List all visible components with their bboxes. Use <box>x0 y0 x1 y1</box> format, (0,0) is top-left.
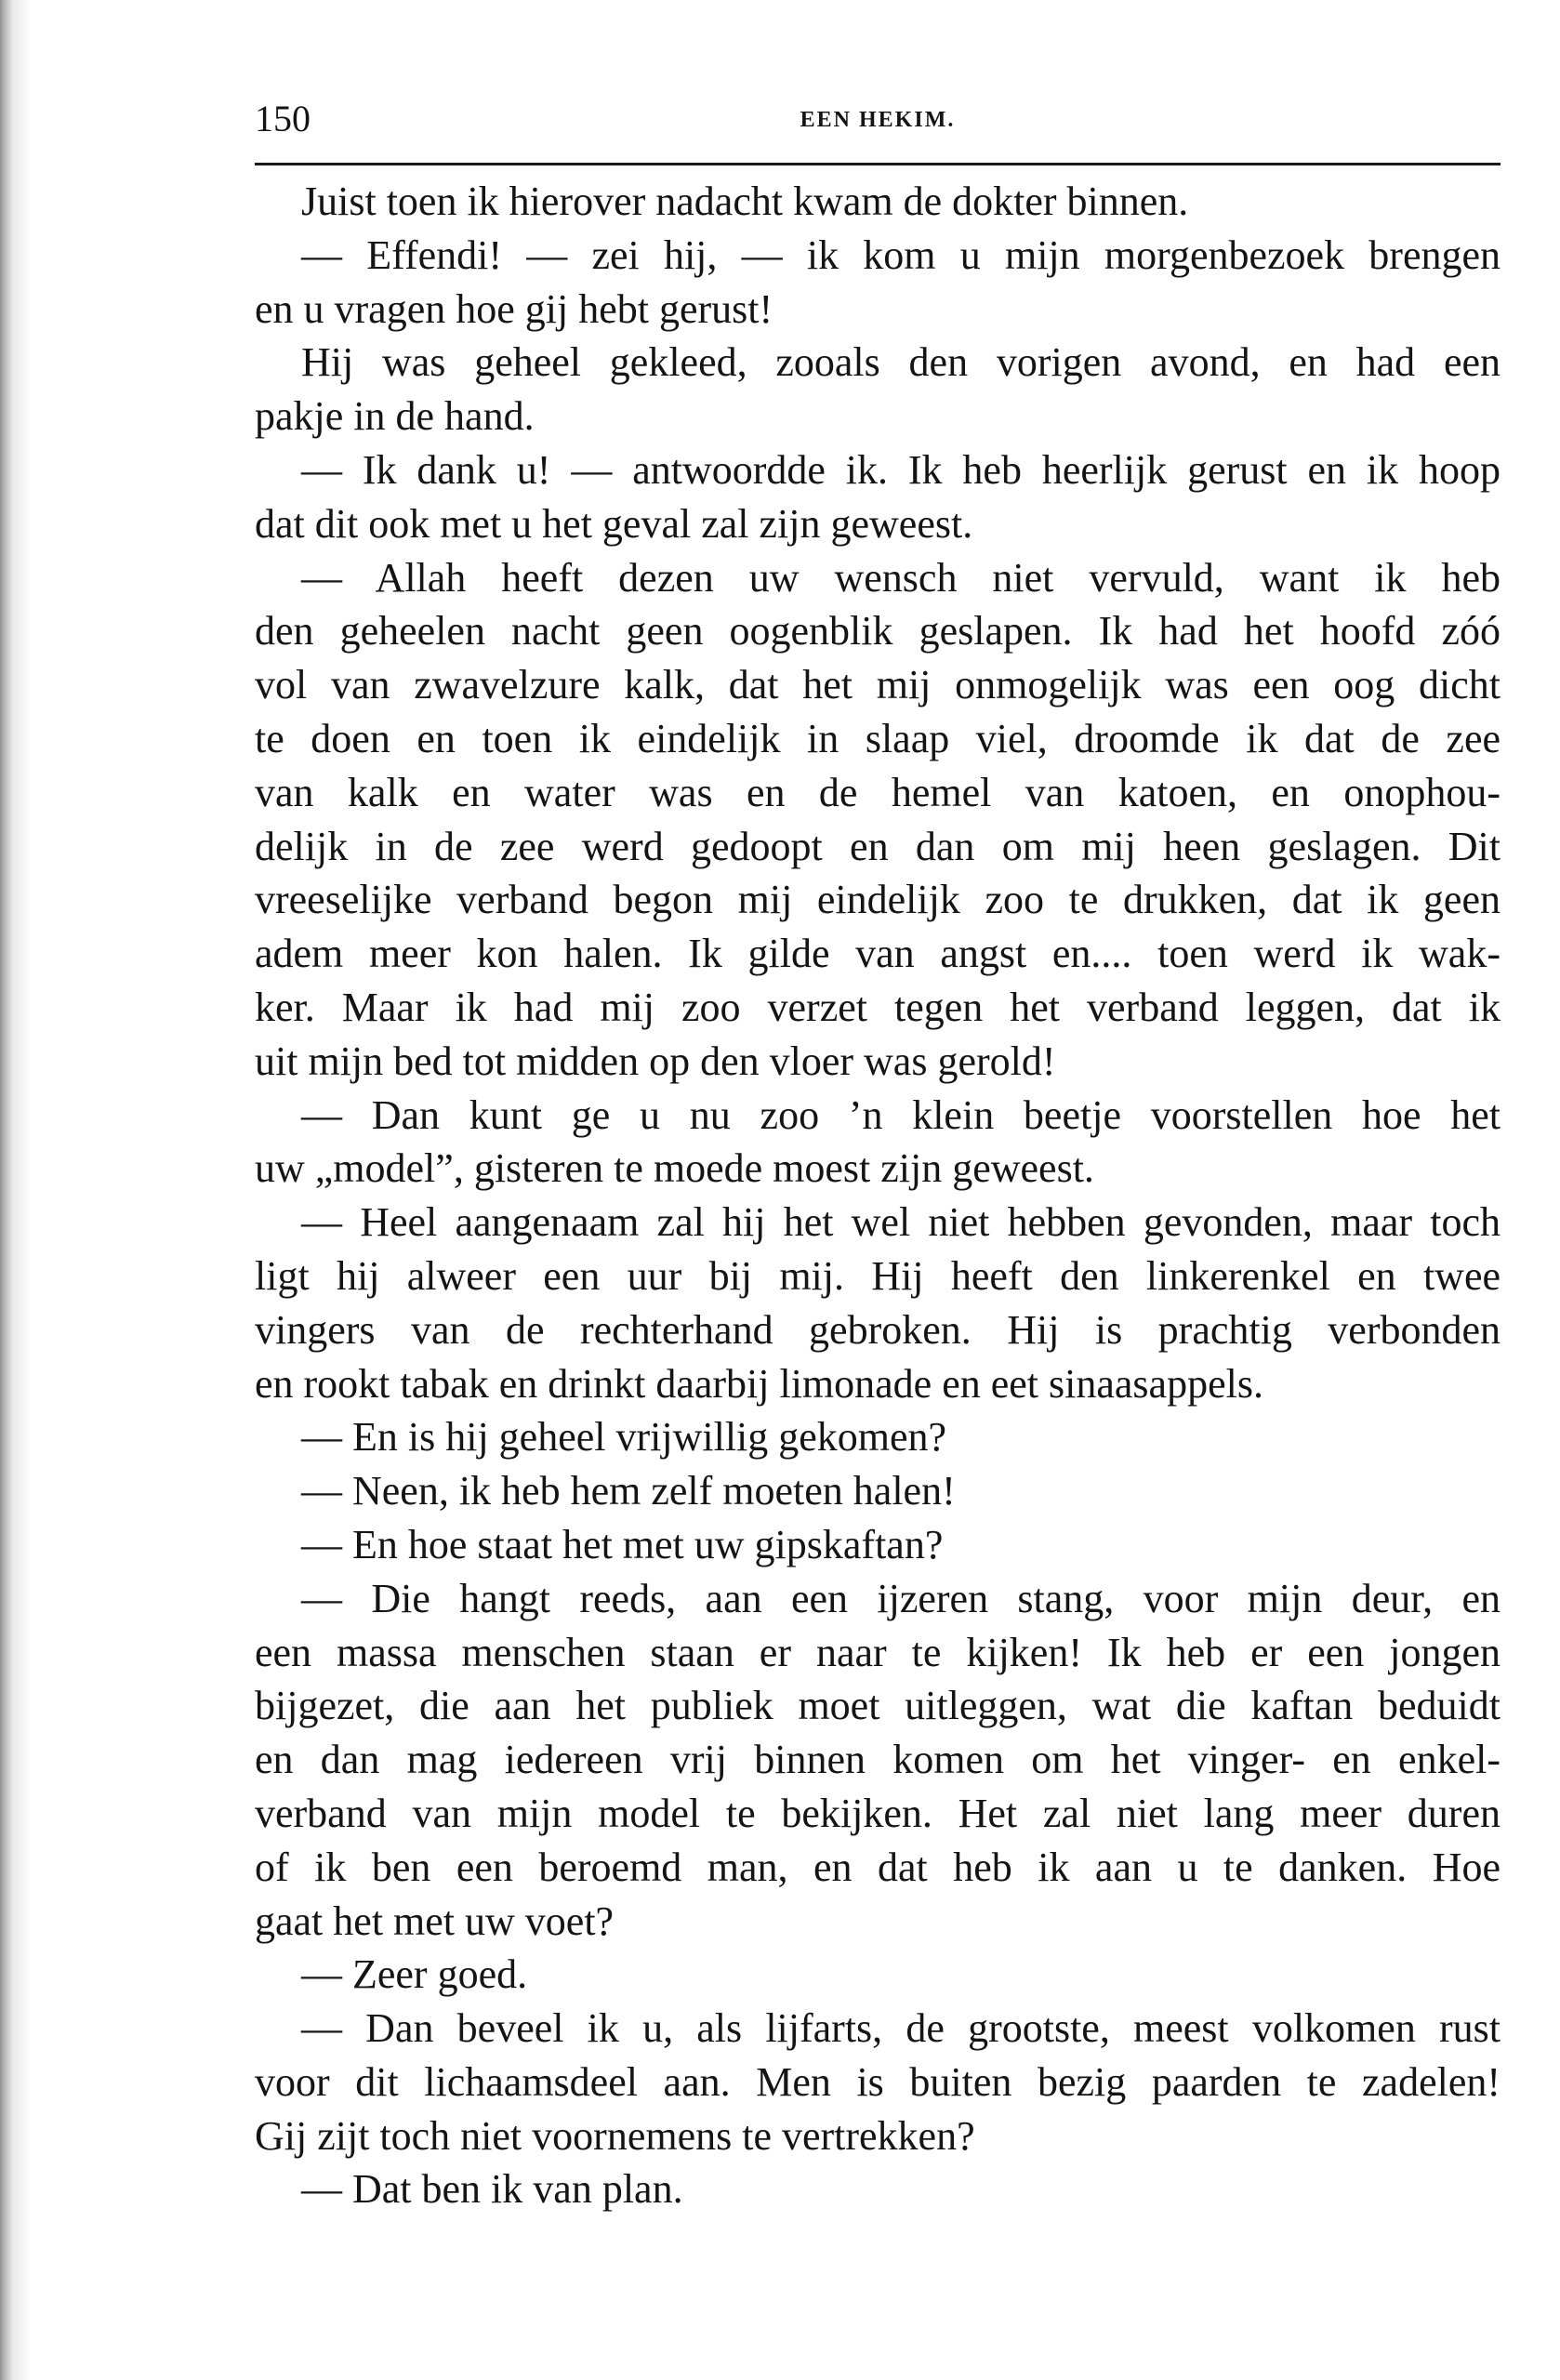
text-line: Hij was geheel gekleed, zooals den vorigen avond, en had een <box>301 339 1501 386</box>
text-line: gaat het met uw voet? <box>255 1897 615 1944</box>
paragraph <box>255 1464 1501 1518</box>
page-number: 150 <box>255 98 311 139</box>
text-line: dat dit ook met u het geval zal zijn geweest. <box>255 500 973 547</box>
text-line: verband van mijn model te bekijken. Het zal niet lang meer duren <box>255 1790 1501 1836</box>
text-line: den geheelen nacht geen oogenblik geslapen. Ik had het hoofd zóó <box>255 608 1501 654</box>
text-line: van kalk en water was en de hemel van katoen, en onophou- <box>255 769 1501 815</box>
text-line: uw „model”, gisteren te moede moest zijn geweest. <box>255 1145 1094 1192</box>
text-line: — Neen, ik heb hem zelf moeten halen! <box>301 1468 956 1514</box>
text-line: — Zeer goed. <box>301 1951 528 1998</box>
text-line: — En hoe staat het met uw gipskaftan? <box>301 1521 944 1567</box>
text-line: uit mijn bed tot midden op den vloer was gerold! <box>255 1038 1056 1084</box>
paragraph <box>255 1518 1501 1572</box>
text-line: — Allah heeft dezen uw wensch niet vervuld, want ik heb <box>301 554 1501 601</box>
text-line: of ik ben een beroemd man, en dat heb ik aan u te danken. Hoe <box>255 1844 1501 1890</box>
text-line: pakje in de hand. <box>255 393 535 440</box>
header-rule <box>255 163 1501 165</box>
text-line: adem meer kon halen. Ik gilde van angst en.... toen werd ik wak- <box>255 931 1501 977</box>
page-header <box>255 97 1501 152</box>
paragraph <box>255 2002 1501 2162</box>
text-line: ligt hij alweer een uur bij mij. Hij heeft den linkerenkel en twee <box>255 1252 1501 1299</box>
paragraph <box>255 1089 1501 1197</box>
text-line: — Dat ben ik van plan. <box>301 2166 683 2213</box>
running-title: EEN HEKIM. <box>800 108 956 132</box>
text-line: bijgezet, die aan het publiek moet uitleggen, wat die kaftan beduidt <box>255 1683 1501 1729</box>
text-line: voor dit lichaamsdeel aan. Men is buiten bezig paarden te zadelen! <box>255 2058 1501 2105</box>
text-line: — Dan beveel ik u, als lijfarts, de grootste, meest volkomen rust <box>301 2005 1501 2052</box>
text-line: en u vragen hoe gij hebt gerust! <box>255 285 773 332</box>
text-line: — Heel aangenaam zal hij het wel niet hebben gevonden, maar toch <box>301 1199 1501 1246</box>
paragraph <box>255 2162 1501 2216</box>
text-line: Juist toen ik hierover nadacht kwam de dokter binnen. <box>301 178 1189 224</box>
text-line: vol van zwavelzure kalk, dat het mij onmogelijk was een oog dicht <box>255 662 1501 708</box>
paragraph <box>255 175 1501 229</box>
text-line: en rookt tabak en drinkt daarbij limonade en eet sinaasappels. <box>255 1360 1263 1407</box>
text-line: Gij zijt toch niet voornemens te vertrekken? <box>255 2112 975 2159</box>
text-line: — En is hij geheel vrijwillig gekomen? <box>301 1414 947 1461</box>
paragraph <box>255 551 1501 1089</box>
paragraph <box>255 443 1501 551</box>
text-line: en dan mag iedereen vrij binnen komen om het vinger- en enkel- <box>255 1737 1501 1783</box>
text-line: — Effendi! — zei hij, — ik kom u mijn morgenbezoek brengen <box>301 231 1501 278</box>
text-line: — Ik dank u! — antwoordde ik. Ik heb heerlijk gerust en ik hoop <box>301 446 1501 493</box>
text-line: — Die hangt reeds, aan een ijzeren stang, voor mijn deur, en <box>301 1575 1501 1621</box>
paragraph <box>255 336 1501 443</box>
paragraph <box>255 1948 1501 2002</box>
paragraph <box>255 1572 1501 1949</box>
paragraph <box>255 1196 1501 1410</box>
text-line: — Dan kunt ge u nu zoo ’n klein beetje voorstellen hoe het <box>301 1091 1501 1138</box>
text-line: een massa menschen staan er naar te kijken! Ik heb er een jongen <box>255 1629 1501 1675</box>
scan-edge-shadow <box>0 0 32 2380</box>
text-line: delijk in de zee werd gedoopt en dan om mij heen geslagen. Dit <box>255 823 1501 869</box>
paragraph <box>255 229 1501 337</box>
text-line: vreeselijke verband begon mij eindelijk zoo te drukken, dat ik geen <box>255 877 1501 923</box>
text-line: vingers van de rechterhand gebroken. Hij is prachtig verbonden <box>255 1306 1501 1353</box>
body-text <box>255 175 1501 2216</box>
text-line: ker. Maar ik had mij zoo verzet tegen het verband leggen, dat ik <box>255 984 1501 1030</box>
paragraph <box>255 1410 1501 1464</box>
text-line: te doen en toen ik eindelijk in slaap viel, droomde ik dat de zee <box>255 715 1501 761</box>
